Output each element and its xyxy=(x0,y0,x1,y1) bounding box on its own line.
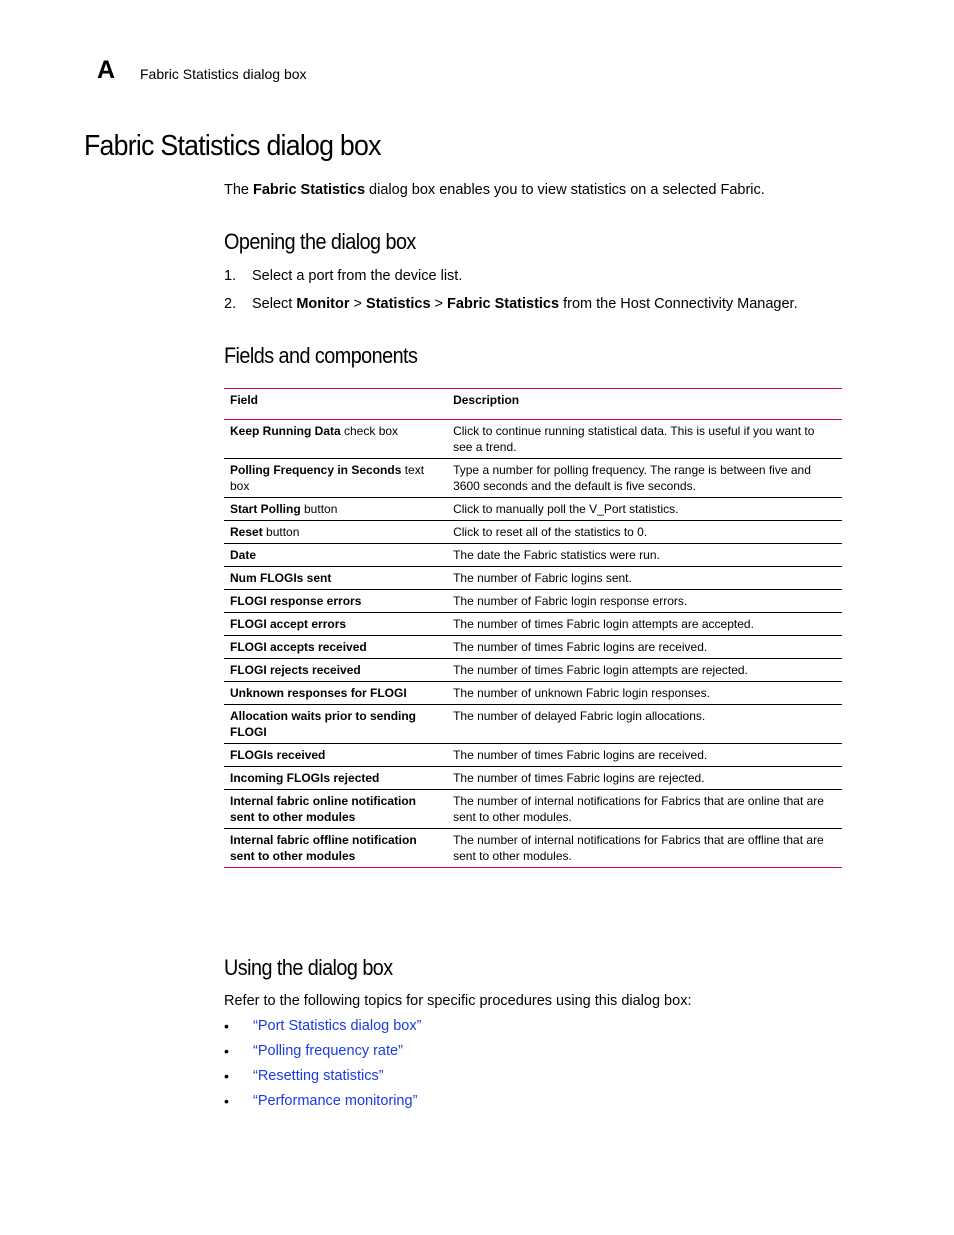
topic-link[interactable]: “Resetting statistics” xyxy=(253,1068,384,1084)
step-text: Select a port from the device list. xyxy=(252,268,463,284)
description-cell: The number of times Fabric logins are rejected. xyxy=(447,767,842,790)
field-cell: FLOGI accepts received xyxy=(224,636,447,659)
table-row xyxy=(224,567,842,590)
topic-links-list xyxy=(224,1018,421,1118)
table-row xyxy=(224,829,842,868)
table-row xyxy=(224,790,842,829)
step-number: 2. xyxy=(224,296,237,312)
intro-paragraph xyxy=(224,182,765,198)
topic-link[interactable]: “Performance monitoring” xyxy=(253,1093,418,1109)
field-cell: Keep Running Data check box xyxy=(224,420,447,459)
running-title: Fabric Statistics dialog box xyxy=(140,66,307,82)
description-cell: Click to reset all of the statistics to 0. xyxy=(447,521,842,544)
table-row xyxy=(224,682,842,705)
field-cell: Polling Frequency in Seconds text box xyxy=(224,459,447,498)
list-item xyxy=(224,1043,421,1068)
list-item xyxy=(224,1068,421,1093)
bullet-icon: • xyxy=(224,1018,229,1034)
field-cell: FLOGIs received xyxy=(224,744,447,767)
bullet-icon: • xyxy=(224,1043,229,1059)
table-row xyxy=(224,705,842,744)
table-row xyxy=(224,767,842,790)
step-text: Select Monitor > Statistics > Fabric Statistics from the Host Connectivity Manager. xyxy=(252,296,798,312)
table-row xyxy=(224,659,842,682)
using-heading: Using the dialog box xyxy=(224,955,393,980)
table-row xyxy=(224,744,842,767)
field-cell: FLOGI response errors xyxy=(224,590,447,613)
topic-link[interactable]: “Port Statistics dialog box” xyxy=(253,1018,422,1034)
description-cell: The number of times Fabric login attempts are rejected. xyxy=(447,659,842,682)
field-cell: FLOGI accept errors xyxy=(224,613,447,636)
column-header-description: Description xyxy=(447,389,842,420)
intro-prefix: The xyxy=(224,182,254,198)
description-cell: The number of internal notifications for Fabrics that are offline that are sent to other modules. xyxy=(447,829,842,868)
description-cell: Type a number for polling frequency. The range is between five and 3600 seconds and the default is five seconds. xyxy=(447,459,842,498)
table-row xyxy=(224,636,842,659)
step-item xyxy=(224,296,864,324)
bullet-icon: • xyxy=(224,1093,229,1109)
field-cell: Num FLOGIs sent xyxy=(224,567,447,590)
using-text: Refer to the following topics for specific procedures using this dialog box: xyxy=(224,993,692,1009)
page-title: Fabric Statistics dialog box xyxy=(84,130,381,162)
topic-link[interactable]: “Polling frequency rate” xyxy=(253,1043,403,1059)
description-cell: The number of delayed Fabric login allocations. xyxy=(447,705,842,744)
description-cell: Click to continue running statistical data. This is useful if you want to see a trend. xyxy=(447,420,842,459)
column-header-field: Field xyxy=(224,389,447,420)
fields-heading: Fields and components xyxy=(224,343,418,368)
field-cell: FLOGI rejects received xyxy=(224,659,447,682)
description-cell: The number of times Fabric logins are received. xyxy=(447,636,842,659)
bullet-icon: • xyxy=(224,1068,229,1084)
description-cell: The number of times Fabric logins are received. xyxy=(447,744,842,767)
list-item xyxy=(224,1018,421,1043)
field-cell: Unknown responses for FLOGI xyxy=(224,682,447,705)
field-cell: Internal fabric offline notification sent to other modules xyxy=(224,829,447,868)
field-cell: Incoming FLOGIs rejected xyxy=(224,767,447,790)
field-cell: Date xyxy=(224,544,447,567)
table-row xyxy=(224,613,842,636)
step-number: 1. xyxy=(224,268,237,284)
field-cell: Internal fabric online notification sent to other modules xyxy=(224,790,447,829)
appendix-letter: A xyxy=(97,56,116,84)
description-cell: The number of Fabric logins sent. xyxy=(447,567,842,590)
table-row xyxy=(224,544,842,567)
description-cell: The date the Fabric statistics were run. xyxy=(447,544,842,567)
table-header-row xyxy=(224,389,842,420)
field-cell: Allocation waits prior to sending FLOGI xyxy=(224,705,447,744)
intro-suffix: dialog box enables you to view statistics on a selected Fabric. xyxy=(365,182,765,198)
fields-table xyxy=(224,388,842,868)
table-row xyxy=(224,420,842,459)
field-cell: Start Polling button xyxy=(224,498,447,521)
table-row xyxy=(224,459,842,498)
opening-heading: Opening the dialog box xyxy=(224,229,416,254)
list-item xyxy=(224,1093,421,1118)
description-cell: The number of Fabric login response errors. xyxy=(447,590,842,613)
description-cell: The number of internal notifications for Fabrics that are online that are sent to other modules. xyxy=(447,790,842,829)
table-row xyxy=(224,521,842,544)
field-cell: Reset button xyxy=(224,521,447,544)
intro-bold: Fabric Statistics xyxy=(253,182,366,198)
steps-list xyxy=(224,268,864,324)
description-cell: The number of unknown Fabric login responses. xyxy=(447,682,842,705)
description-cell: Click to manually poll the V_Port statistics. xyxy=(447,498,842,521)
table-row xyxy=(224,590,842,613)
table-row xyxy=(224,498,842,521)
description-cell: The number of times Fabric login attempts are accepted. xyxy=(447,613,842,636)
step-item xyxy=(224,268,864,296)
